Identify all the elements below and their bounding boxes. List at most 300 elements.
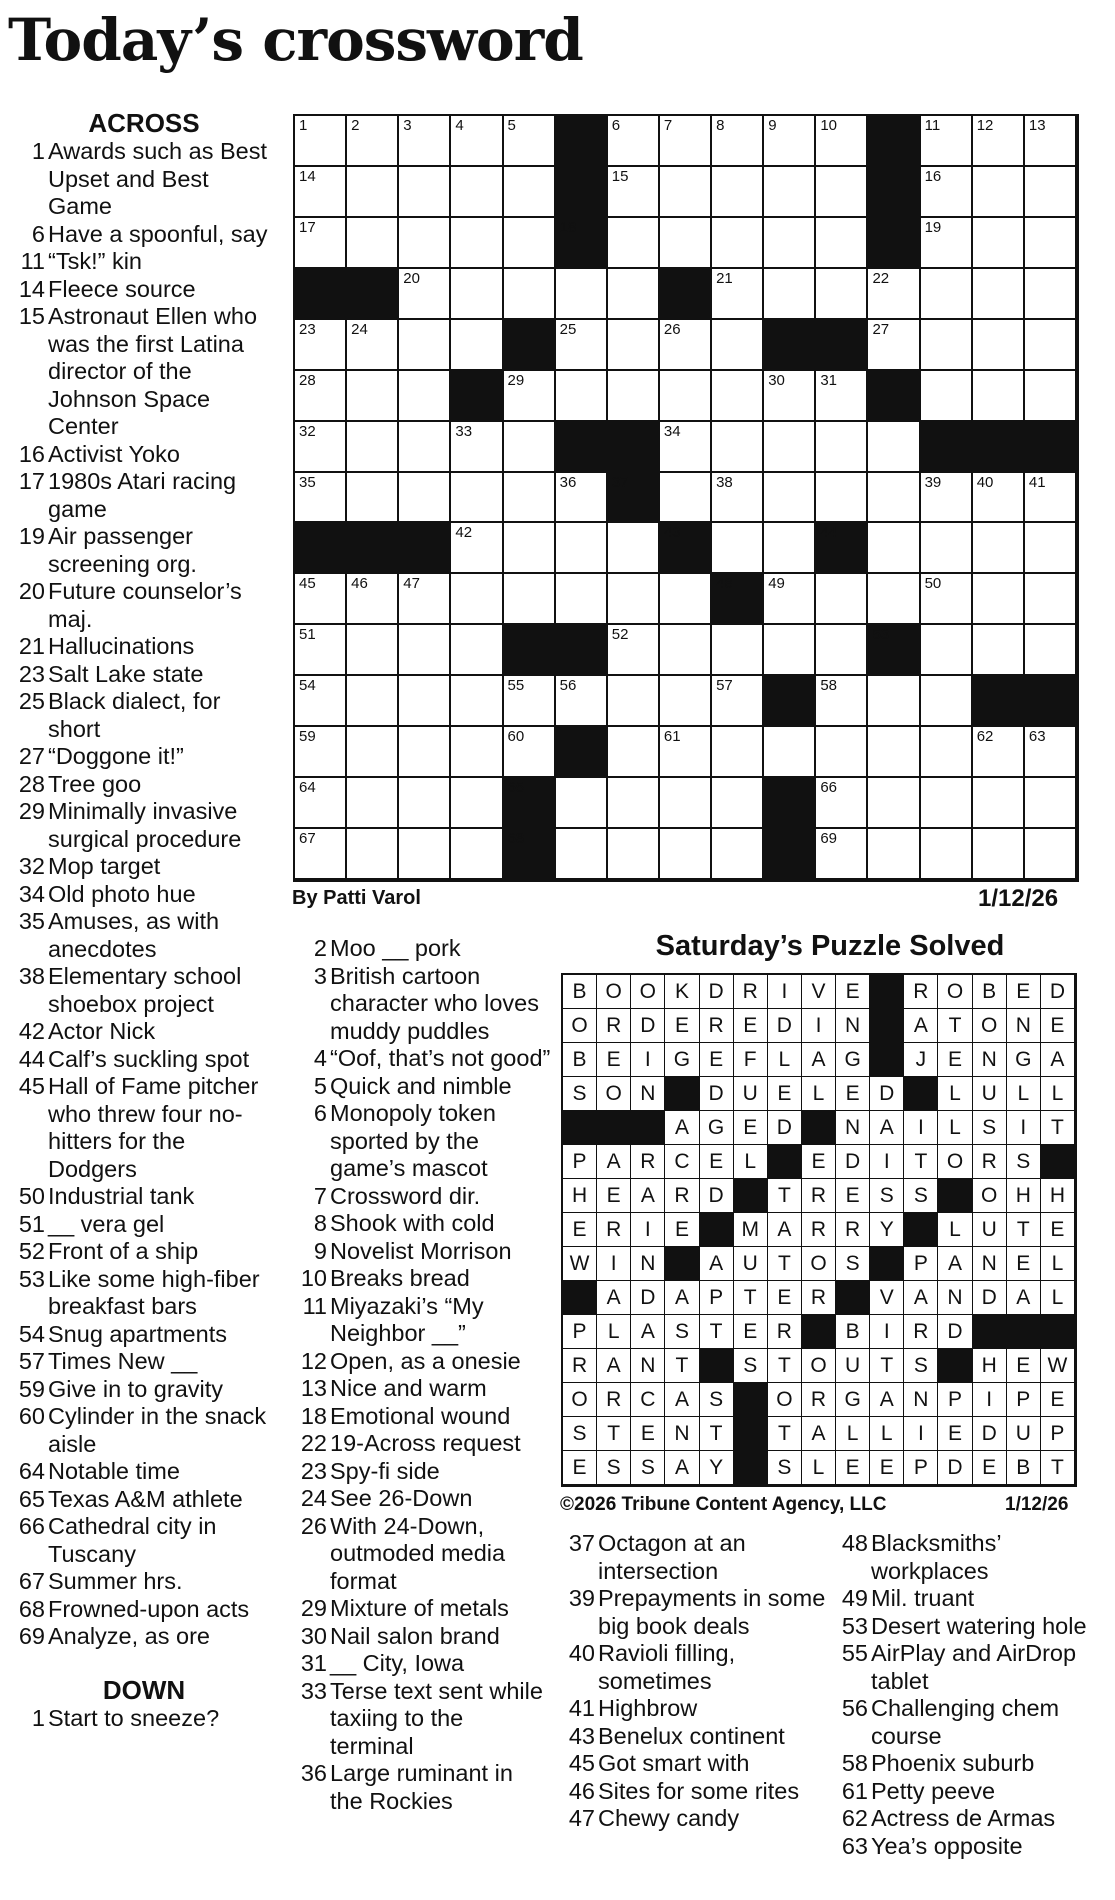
solution-cell: A	[768, 1213, 802, 1247]
grid-block	[764, 778, 816, 829]
grid-cell[interactable]	[399, 167, 451, 218]
clue-text: Breaks bread	[330, 1265, 470, 1291]
grid-cell[interactable]	[764, 473, 816, 524]
grid-cell[interactable]	[608, 320, 660, 371]
grid-cell[interactable]	[347, 371, 399, 422]
grid-cell[interactable]	[451, 167, 503, 218]
solution-cell: F	[734, 1043, 768, 1077]
solution-cell: N	[836, 1111, 870, 1145]
grid-cell[interactable]	[504, 473, 556, 524]
grid-cell[interactable]	[347, 422, 399, 473]
grid-cell[interactable]	[295, 676, 347, 727]
grid-cell[interactable]	[399, 473, 451, 524]
grid-cell[interactable]	[816, 422, 868, 473]
grid-cell[interactable]	[973, 523, 1025, 574]
grid-cell[interactable]	[921, 778, 973, 829]
solution-cell: N	[973, 1247, 1007, 1281]
solution-cell: V	[870, 1281, 904, 1315]
grid-cell[interactable]	[556, 473, 608, 524]
grid-cell[interactable]	[399, 727, 451, 778]
grid-cell[interactable]	[973, 829, 1025, 880]
grid-cell[interactable]	[973, 116, 1025, 167]
grid-cell[interactable]	[764, 727, 816, 778]
solution-cell: Y	[870, 1213, 904, 1247]
grid-cell[interactable]	[973, 574, 1025, 625]
across-heading: ACROSS	[88, 108, 200, 138]
grid-cell[interactable]	[504, 727, 556, 778]
grid-block	[868, 625, 920, 676]
clue-text: With 24-Down, outmoded media format	[330, 1512, 506, 1594]
grid-cell[interactable]	[973, 218, 1025, 269]
grid-cell[interactable]	[1025, 473, 1077, 524]
grid-cell[interactable]	[712, 320, 764, 371]
grid-cell[interactable]	[295, 422, 347, 473]
clue-text: British cartoon character who loves muddy puddles	[330, 962, 539, 1044]
grid-cell[interactable]	[347, 218, 399, 269]
grid-cell[interactable]	[660, 422, 712, 473]
grid-cell[interactable]	[816, 218, 868, 269]
cell-number: 29	[507, 371, 525, 389]
clue-across-11	[10, 248, 278, 276]
solution-cell: G	[836, 1383, 870, 1417]
grid-cell[interactable]	[868, 523, 920, 574]
grid-cell[interactable]	[868, 574, 920, 625]
grid-cell[interactable]	[347, 116, 399, 167]
grid-cell[interactable]	[764, 371, 816, 422]
solution-cell: E	[734, 1111, 768, 1145]
grid-cell[interactable]	[399, 829, 451, 880]
grid-cell[interactable]	[816, 473, 868, 524]
clue-text: Mil. truant	[871, 1585, 975, 1611]
down-clue-list-2	[292, 935, 552, 1815]
clue-text: Calf’s suckling spot	[48, 1045, 250, 1072]
grid-cell[interactable]	[451, 625, 503, 676]
grid-cell[interactable]	[816, 371, 868, 422]
solution-cell: I	[631, 1213, 665, 1247]
grid-cell[interactable]	[660, 778, 712, 829]
grid-cell[interactable]	[399, 269, 451, 320]
solution-cell: K	[665, 975, 699, 1009]
grid-cell[interactable]	[712, 371, 764, 422]
solution-cell: N	[973, 1043, 1007, 1077]
grid-cell[interactable]	[451, 574, 503, 625]
grid-cell[interactable]	[921, 625, 973, 676]
cell-number: 57	[716, 677, 733, 695]
grid-cell[interactable]	[399, 574, 451, 625]
grid-cell[interactable]	[1025, 778, 1077, 829]
solution-cell: I	[904, 1111, 938, 1145]
grid-cell[interactable]	[347, 167, 399, 218]
clue-number: 25	[18, 688, 45, 714]
grid-cell[interactable]	[504, 167, 556, 218]
cell-number: 2	[351, 117, 360, 134]
clue-text: Mop target	[48, 853, 161, 879]
clue-down_col2-3	[292, 963, 552, 1046]
clue-text: Snug apartments	[48, 1320, 227, 1347]
grid-cell[interactable]	[347, 676, 399, 727]
grid-cell[interactable]	[504, 676, 556, 727]
grid-cell[interactable]	[764, 523, 816, 574]
solution-cell: E	[768, 1281, 802, 1315]
solution-cell: L	[870, 1417, 904, 1451]
grid-cell[interactable]	[295, 625, 347, 676]
grid-cell[interactable]	[295, 829, 347, 880]
solution-cell: D	[836, 1145, 870, 1179]
grid-cell[interactable]	[347, 625, 399, 676]
grid-cell[interactable]	[295, 167, 347, 218]
grid-cell[interactable]	[1025, 320, 1077, 371]
grid-cell[interactable]	[451, 727, 503, 778]
clue-number: 13	[300, 1375, 327, 1401]
solution-cell: I	[802, 1009, 836, 1043]
cell-number: 66	[820, 779, 838, 797]
solution-cell: T	[870, 1349, 904, 1383]
grid-cell[interactable]	[921, 116, 973, 167]
grid-cell[interactable]	[399, 371, 451, 422]
solution-cell: D	[870, 1077, 904, 1111]
clue-number: 56	[841, 1695, 868, 1721]
grid-cell[interactable]	[712, 727, 764, 778]
grid-cell[interactable]	[451, 829, 503, 880]
clue-down_col4-49	[833, 1585, 1113, 1613]
solution-cell: T	[597, 1417, 631, 1451]
grid-cell[interactable]	[868, 422, 920, 473]
across-clue-list	[10, 138, 278, 1651]
grid-cell[interactable]	[608, 829, 660, 880]
grid-cell[interactable]	[295, 218, 347, 269]
grid-cell[interactable]	[504, 523, 556, 574]
clue-down_col2-22	[292, 1430, 552, 1458]
grid-cell[interactable]	[295, 473, 347, 524]
solution-cell: W	[563, 1247, 597, 1281]
grid-cell[interactable]	[764, 574, 816, 625]
grid-cell[interactable]	[712, 269, 764, 320]
solution-cell: R	[802, 1383, 836, 1417]
grid-cell[interactable]	[660, 676, 712, 727]
grid-cell[interactable]	[399, 625, 451, 676]
grid-cell[interactable]	[608, 371, 660, 422]
grid-cell[interactable]	[608, 625, 660, 676]
grid-cell[interactable]	[660, 727, 712, 778]
cell-number: 16	[924, 167, 942, 185]
solution-cell: G	[665, 1043, 699, 1077]
grid-cell[interactable]	[764, 218, 816, 269]
grid-cell[interactable]	[608, 676, 660, 727]
grid-cell[interactable]	[347, 320, 399, 371]
grid-cell[interactable]	[556, 269, 608, 320]
grid-block	[504, 320, 556, 371]
grid-cell[interactable]	[504, 269, 556, 320]
clue-number: 9	[313, 1237, 327, 1264]
solution-cell: E	[700, 1043, 734, 1077]
solution-block	[734, 1383, 768, 1417]
grid-cell[interactable]	[1025, 269, 1077, 320]
grid-cell[interactable]	[504, 116, 556, 167]
grid-cell[interactable]	[608, 116, 660, 167]
grid-cell[interactable]	[712, 829, 764, 880]
clue-column-3	[560, 1530, 830, 1833]
grid-cell[interactable]	[556, 829, 608, 880]
solution-cell: R	[563, 1349, 597, 1383]
grid-cell[interactable]	[973, 473, 1025, 524]
grid-cell[interactable]	[868, 269, 920, 320]
grid-cell[interactable]	[921, 167, 973, 218]
grid-cell[interactable]	[764, 116, 816, 167]
grid-cell[interactable]	[608, 574, 660, 625]
grid-cell[interactable]	[295, 116, 347, 167]
grid-cell[interactable]	[816, 829, 868, 880]
grid-cell[interactable]	[451, 320, 503, 371]
solution-cell: E	[938, 1417, 972, 1451]
grid-cell[interactable]	[816, 676, 868, 727]
grid-cell[interactable]	[399, 778, 451, 829]
grid-cell[interactable]	[608, 269, 660, 320]
solution-cell: I	[870, 1315, 904, 1349]
grid-cell[interactable]	[973, 320, 1025, 371]
grid-cell[interactable]	[1025, 727, 1077, 778]
solution-cell: E	[1007, 975, 1041, 1009]
grid-cell[interactable]	[556, 676, 608, 727]
grid-cell[interactable]	[973, 625, 1025, 676]
grid-cell[interactable]	[451, 422, 503, 473]
solution-cell: T	[700, 1315, 734, 1349]
grid-cell[interactable]	[451, 218, 503, 269]
grid-cell[interactable]	[660, 625, 712, 676]
grid-block	[608, 422, 660, 473]
grid-cell[interactable]	[399, 320, 451, 371]
grid-cell[interactable]	[295, 574, 347, 625]
grid-cell[interactable]	[347, 574, 399, 625]
cell-number: 28	[299, 371, 316, 389]
grid-cell[interactable]	[660, 320, 712, 371]
grid-cell[interactable]	[451, 116, 503, 167]
grid-cell[interactable]	[712, 218, 764, 269]
clue-text: Quick and nimble	[330, 1072, 512, 1099]
grid-cell[interactable]	[608, 778, 660, 829]
grid-block	[1025, 422, 1077, 473]
solution-cell: O	[938, 1145, 972, 1179]
solution-cell: N	[631, 1247, 665, 1281]
solution-cell: T	[734, 1281, 768, 1315]
solution-cell: V	[802, 975, 836, 1009]
grid-cell[interactable]	[973, 167, 1025, 218]
clue-down_col2-12	[292, 1348, 552, 1376]
solution-block	[768, 1145, 802, 1179]
clue-text: Octagon at an intersection	[598, 1530, 746, 1584]
clue-text: __ City, Iowa	[330, 1650, 465, 1676]
solution-cell: T	[904, 1145, 938, 1179]
grid-cell[interactable]	[1025, 218, 1077, 269]
grid-cell[interactable]	[764, 625, 816, 676]
grid-cell[interactable]	[1025, 371, 1077, 422]
grid-cell[interactable]	[504, 422, 556, 473]
grid-cell[interactable]	[712, 473, 764, 524]
clue-down_col3-43	[560, 1723, 830, 1751]
grid-cell[interactable]	[1025, 523, 1077, 574]
grid-cell[interactable]	[295, 727, 347, 778]
grid-block	[399, 523, 451, 574]
clue-text: Hall of Fame pitcher who threw four no-hitters for the Dodgers	[48, 1073, 259, 1182]
grid-block	[608, 473, 660, 524]
grid-cell[interactable]	[660, 574, 712, 625]
grid-cell[interactable]	[712, 422, 764, 473]
grid-cell[interactable]	[712, 625, 764, 676]
grid-cell[interactable]	[712, 778, 764, 829]
grid-cell[interactable]	[712, 167, 764, 218]
clue-text: Large ruminant in the Rockies	[330, 1760, 513, 1814]
grid-cell[interactable]	[921, 371, 973, 422]
grid-cell[interactable]	[868, 727, 920, 778]
grid-cell[interactable]	[921, 574, 973, 625]
grid-cell[interactable]	[973, 727, 1025, 778]
grid-cell[interactable]	[608, 167, 660, 218]
grid-cell[interactable]	[816, 167, 868, 218]
clue-across-38	[10, 963, 278, 1018]
solution-block	[1007, 1315, 1041, 1349]
grid-cell[interactable]	[660, 167, 712, 218]
grid-cell[interactable]	[816, 574, 868, 625]
grid-cell[interactable]	[973, 778, 1025, 829]
grid-cell[interactable]	[399, 116, 451, 167]
clue-text: 19-Across request	[330, 1430, 521, 1456]
grid-cell[interactable]	[921, 320, 973, 371]
grid-cell[interactable]	[764, 269, 816, 320]
clue-text: Cylinder in the snack aisle	[48, 1403, 267, 1457]
solution-cell: H	[1007, 1179, 1041, 1213]
clue-text: Front of a ship	[48, 1238, 199, 1264]
grid-cell[interactable]	[608, 727, 660, 778]
grid-cell[interactable]	[504, 371, 556, 422]
clue-text: __ vera gel	[48, 1210, 165, 1237]
clue-down_col3-46	[560, 1778, 830, 1806]
grid-cell[interactable]	[399, 676, 451, 727]
grid-block	[868, 218, 920, 269]
grid-cell[interactable]	[451, 473, 503, 524]
grid-cell[interactable]	[556, 523, 608, 574]
grid-cell[interactable]	[556, 371, 608, 422]
grid-cell[interactable]	[868, 778, 920, 829]
grid-cell[interactable]	[764, 422, 816, 473]
solution-cell: O	[802, 1247, 836, 1281]
grid-cell[interactable]	[451, 778, 503, 829]
grid-cell[interactable]	[347, 829, 399, 880]
solution-cell: A	[802, 1417, 836, 1451]
solution-cell: T	[700, 1417, 734, 1451]
clue-column-1	[10, 108, 278, 1732]
grid-cell[interactable]	[973, 371, 1025, 422]
grid-cell[interactable]	[1025, 829, 1077, 880]
grid-cell[interactable]	[764, 167, 816, 218]
clue-text: Minimally invasive surgical procedure	[48, 798, 242, 852]
grid-cell[interactable]	[295, 371, 347, 422]
clue-text: Nail salon brand	[330, 1622, 500, 1649]
grid-cell[interactable]	[816, 625, 868, 676]
cell-number: 32	[299, 422, 316, 440]
grid-cell[interactable]	[660, 218, 712, 269]
grid-block	[295, 269, 347, 320]
grid-cell[interactable]	[816, 116, 868, 167]
cell-number: 43	[663, 524, 681, 542]
grid-cell[interactable]	[556, 320, 608, 371]
grid-cell[interactable]	[1025, 625, 1077, 676]
cell-number: 6	[611, 117, 621, 134]
clue-number: 67	[18, 1568, 45, 1594]
grid-cell[interactable]	[660, 371, 712, 422]
solution-cell: L	[768, 1043, 802, 1077]
grid-block	[816, 320, 868, 371]
crossword-grid	[293, 114, 1079, 882]
grid-cell[interactable]	[451, 676, 503, 727]
grid-cell[interactable]	[921, 523, 973, 574]
grid-cell[interactable]	[712, 523, 764, 574]
clue-number: 40	[568, 1640, 595, 1666]
grid-cell[interactable]	[660, 473, 712, 524]
grid-cell[interactable]	[608, 218, 660, 269]
grid-cell[interactable]	[504, 218, 556, 269]
grid-cell[interactable]	[295, 320, 347, 371]
grid-cell[interactable]	[556, 778, 608, 829]
grid-cell[interactable]	[295, 778, 347, 829]
grid-cell[interactable]	[921, 676, 973, 727]
grid-cell[interactable]	[1025, 116, 1077, 167]
clue-across-69	[10, 1623, 278, 1651]
clue-number: 37	[568, 1530, 595, 1556]
clue-number: 43	[568, 1722, 595, 1749]
grid-block	[868, 116, 920, 167]
grid-cell[interactable]	[556, 574, 608, 625]
grid-cell[interactable]	[504, 574, 556, 625]
grid-cell[interactable]	[660, 829, 712, 880]
solution-cell: I	[631, 1043, 665, 1077]
grid-cell[interactable]	[347, 727, 399, 778]
grid-cell[interactable]	[868, 320, 920, 371]
grid-cell[interactable]	[973, 269, 1025, 320]
grid-cell[interactable]	[608, 523, 660, 574]
grid-cell[interactable]	[921, 218, 973, 269]
grid-cell[interactable]	[921, 473, 973, 524]
grid-cell[interactable]	[712, 116, 764, 167]
grid-cell[interactable]	[921, 829, 973, 880]
grid-cell[interactable]	[399, 422, 451, 473]
solution-cell: T	[938, 1009, 972, 1043]
grid-cell[interactable]	[451, 269, 503, 320]
grid-cell[interactable]	[816, 727, 868, 778]
grid-cell[interactable]	[712, 676, 764, 727]
grid-cell[interactable]	[1025, 574, 1077, 625]
grid-cell[interactable]	[399, 218, 451, 269]
clue-across-52	[10, 1238, 278, 1266]
grid-cell[interactable]	[868, 676, 920, 727]
solution-cell: A	[870, 1111, 904, 1145]
grid-cell[interactable]	[347, 473, 399, 524]
grid-cell[interactable]	[816, 778, 868, 829]
grid-cell[interactable]	[660, 116, 712, 167]
grid-cell[interactable]	[347, 778, 399, 829]
clue-across-44	[10, 1046, 278, 1074]
grid-cell[interactable]	[451, 523, 503, 574]
solution-block	[631, 1111, 665, 1145]
solution-cell: D	[700, 1077, 734, 1111]
clue-number: 31	[300, 1650, 327, 1676]
grid-cell[interactable]	[816, 269, 868, 320]
grid-cell[interactable]	[868, 473, 920, 524]
grid-cell[interactable]	[921, 727, 973, 778]
clue-number: 21	[18, 633, 45, 659]
grid-cell[interactable]	[921, 269, 973, 320]
grid-cell[interactable]	[868, 829, 920, 880]
grid-cell[interactable]	[1025, 167, 1077, 218]
cell-number: 3	[403, 117, 412, 134]
